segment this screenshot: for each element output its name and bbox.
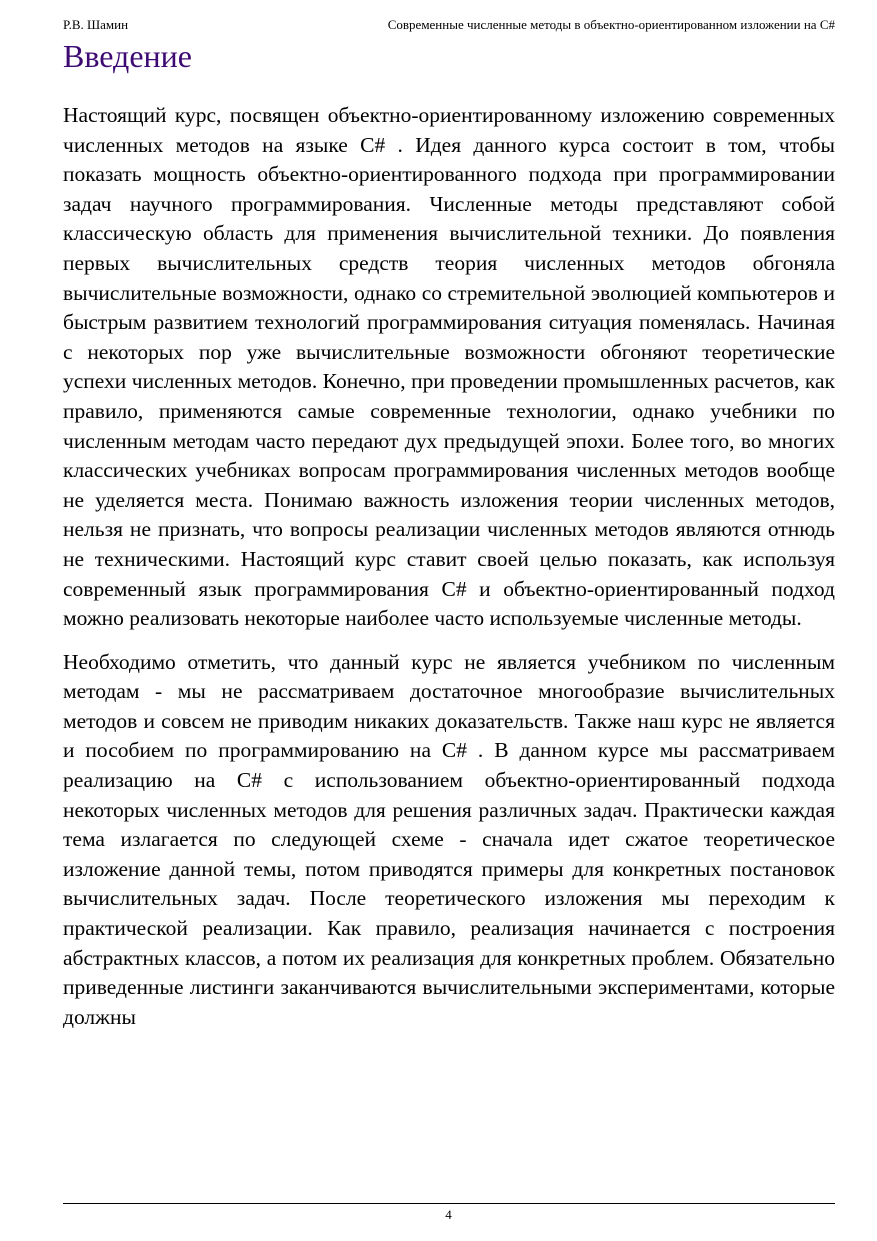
- body-text: [63, 101, 835, 1032]
- header-book-title: Современные численные методы в объектно-ориентированном изложении на C#: [387, 17, 835, 32]
- chapter-title: Введение: [63, 38, 192, 74]
- page-number: 4: [445, 1207, 452, 1222]
- paragraph-intro: Настоящий курс, посвящен объектно-ориентированному изложению современных численных методов на языке C# . Идея данного курса состоит в том, чтобы показать мощность объектно-ориентированного подхода при программировании задач научного программирования. Численные методы представляют собой классическую область для применения вычислительной техники. До появления первых вычислительных средств теория численных методов обгоняла вычислительные возможности, однако со стремительной эволюцией компьютеров и быстрым развитием технологий программирования ситуация поменялась. Начиная с некоторых пор уже вычислительные возможности обгоняют теоретические успехи численных методов. Конечно, при проведении промышленных расчетов, как правило, применяются самые современные технологии, однако учебники по численным методам часто передают дух предыдущей эпохи. Более того, во многих классических учебниках вопросам программирования численных методов вообще не уделяется места. Понимаю важность изложения теории численных методов, нельзя не признать, что вопросы реализации численных методов являются отнюдь не техническими. Настоящий курс ставит своей целью показать, как используя современный язык программирования C# и объектно-ориентированный подход можно реализовать некоторые наиболее часто используемые численные методы.: [63, 103, 835, 631]
- paragraph-scope: Необходимо отметить, что данный курс не является учебником по численным методам - мы не рассматриваем достаточное многообразие вычислительных методов и совсем не приводим никаких доказательств. Также наш курс не является и пособием по программированию на C# . В данном курсе мы рассматриваем реализацию на C# с использованием объектно-ориентированный подхода некоторых численных методов для решения различных задач. Практически каждая тема излагается по следующей схеме - сначала идет сжатое теоретическое изложение данной темы, потом приводятся примеры для конкретных постановок вычислительных задач. После теоретического изложения мы переходим к практической реализации. Как правило, реализация начинается с построения абстрактных классов, а потом их реализация для конкретных проблем. Обязательно приведенные листинги заканчиваются вычислительными экспериментами, которые должны: [63, 649, 835, 1029]
- running-header: [63, 16, 835, 34]
- header-author: Р.В. Шамин: [63, 17, 129, 32]
- footer-divider: [63, 1203, 835, 1204]
